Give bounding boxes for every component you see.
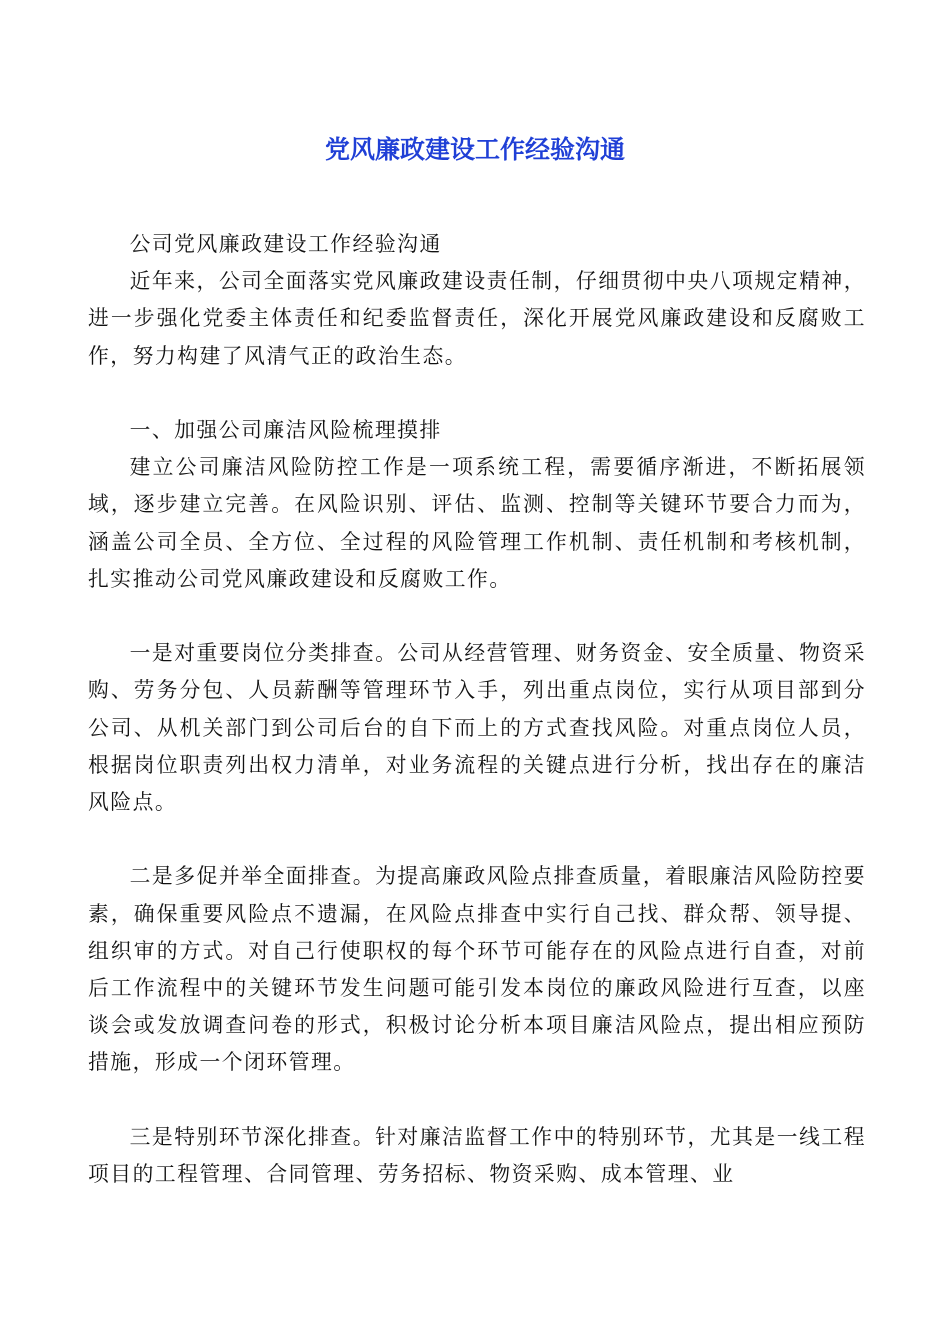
section-heading-1: 一、加强公司廉洁风险梳理摸排 (129, 418, 442, 442)
paragraph-point-2: 二是多促并举全面排查。为提高廉政风险点排查质量，着眼廉洁风险防控要素，确保重要风险点不遗漏，在风险点排查中实行自己找、群众帮、领导提、组织审的方式。对自己行使职权的每个环节可能存在的风险点进行自查，对前后工作流程中的关键环节发生问题可能引发本岗位的廉政风险进行互查，以座谈会或发放调查问卷的形式，积极讨论分析本项目廉洁风险点，提出相应预防措施，形成一个闭环管理。 (88, 864, 866, 1075)
paragraph-section-1: 建立公司廉洁风险防控工作是一项系统工程，需要循序渐进，不断拓展领域，逐步建立完善。在风险识别、评估、监测、控制等关键环节要合力而为，涵盖公司全员、全方位、全过程的风险管理工作机制、责任机制和考核机制，扎实推动公司党风廉政建设和反腐败工作。 (88, 455, 866, 591)
document-title: 党风廉政建设工作经验沟通 (324, 135, 625, 164)
paragraph-intro: 近年来，公司全面落实党风廉政建设责任制，仔细贯彻中央八项规定精神，进一步强化党委主体责任和纪委监督责任，深化开展党风廉政建设和反腐败工作，努力构建了风清气正的政治生态。 (88, 269, 866, 368)
paragraph-point-1: 一是对重要岗位分类排查。公司从经营管理、财务资金、安全质量、物资采购、劳务分包、人员薪酬等管理环节入手，列出重点岗位，实行从项目部到分公司、从机关部门到公司后台的自下而上的方式查找风险。对重点岗位人员，根据岗位职责列出权力清单，对业务流程的关键点进行分析，找出存在的廉洁风险点。 (88, 641, 866, 815)
document-body (88, 226, 866, 1193)
paragraph-point-3: 三是特别环节深化排查。针对廉洁监督工作中的特别环节，尤其是一线工程项目的工程管理、合同管理、劳务招标、物资采购、成本管理、业 (88, 1124, 866, 1187)
paragraph-subtitle: 公司党风廉政建设工作经验沟通 (129, 232, 442, 256)
